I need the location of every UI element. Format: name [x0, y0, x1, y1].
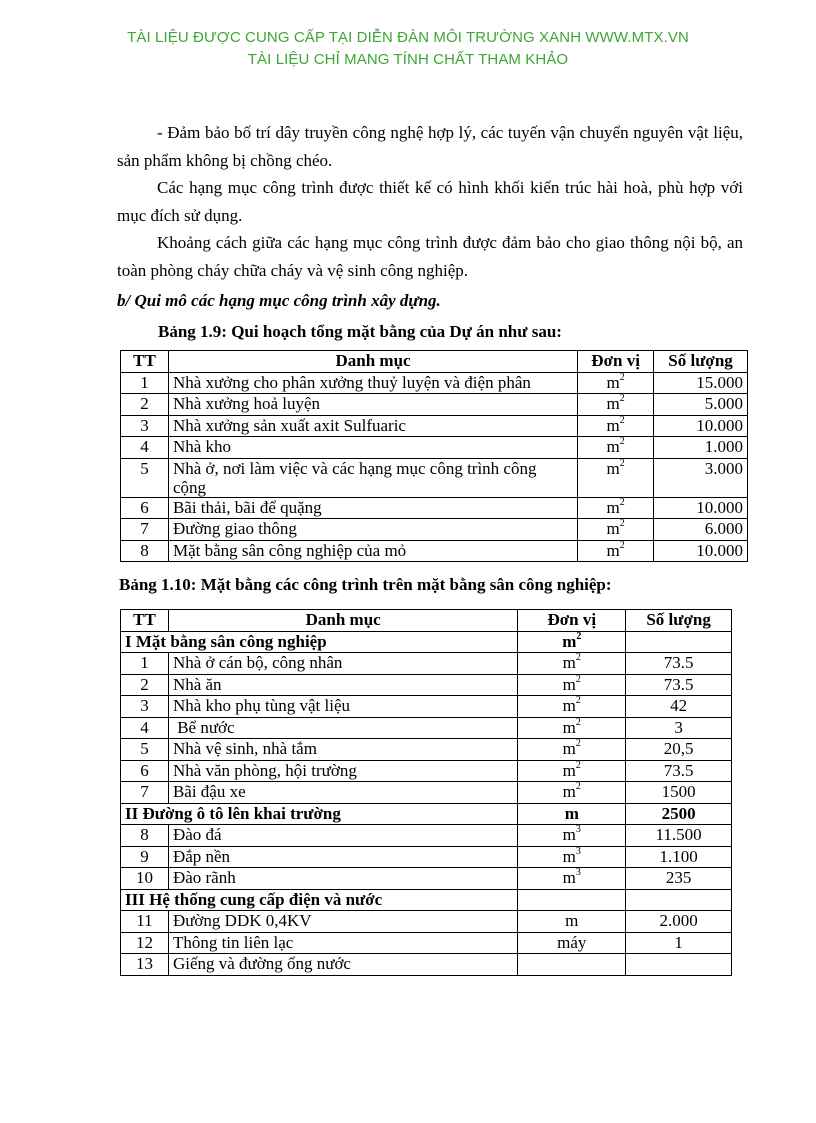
unit-cell: [578, 458, 654, 497]
unit-cell: [518, 803, 626, 825]
section-title: II Đường ô tô lên khai trường: [121, 803, 518, 825]
unit-text: m: [562, 825, 576, 844]
unit-cell: [578, 497, 654, 519]
unit-cell: [518, 653, 626, 675]
unit-text: m: [606, 437, 620, 456]
qty-cell: 5.000: [654, 394, 748, 416]
name-cell: Nhà ở, nơi làm việc và các hạng mục công trình công cộng: [168, 458, 577, 497]
qty-cell: 20,5: [626, 739, 732, 761]
unit-exponent: 2: [619, 457, 625, 469]
unit-cell: [518, 696, 626, 718]
table-site-works: [120, 609, 732, 976]
name-cell: Bãi đậu xe: [168, 782, 517, 804]
qty-cell: 2500: [626, 803, 732, 825]
unit-text: m: [562, 760, 576, 780]
section-row: [121, 889, 732, 911]
section-row: [121, 803, 732, 825]
name-cell: Nhà ở cán bộ, công nhân: [168, 653, 517, 675]
tt-cell: 1: [121, 653, 169, 675]
name-cell: Nhà xưởng hoả luyện: [168, 394, 577, 416]
unit-text: m: [562, 653, 576, 672]
table-row: [121, 717, 732, 739]
unit-text: m: [562, 696, 576, 715]
table-row: [121, 458, 748, 497]
name-cell: Nhà xưởng sản xuất axit Sulfuaric: [168, 415, 577, 437]
qty-cell: 6.000: [654, 519, 748, 541]
unit-text: m: [565, 911, 579, 930]
table-row: [121, 674, 732, 696]
unit-cell: [518, 825, 626, 847]
table1-header-row: [121, 351, 748, 373]
unit-cell: [518, 631, 626, 653]
name-cell: Nhà xưởng cho phân xưởng thuỷ luyện và điện phân: [168, 372, 577, 394]
watermark-header-line2: TÀI LIỆU CHỈ MANG TÍNH CHẤT THAM KHẢO: [247, 51, 569, 68]
unit-cell: [518, 739, 626, 761]
name-cell: Bãi thải, bãi để quặng: [168, 497, 577, 519]
name-cell: Bể nước: [168, 717, 517, 739]
header-qty: Số lượng: [626, 610, 732, 632]
unit-exponent: 3: [575, 824, 581, 836]
header-tt: TT: [121, 351, 169, 373]
tt-cell: 7: [121, 782, 169, 804]
unit-exponent: 2: [575, 781, 581, 793]
name-cell: Đào rãnh: [168, 868, 517, 890]
unit-text: m: [562, 674, 576, 694]
unit-exponent: 2: [619, 414, 625, 426]
tt-cell: 13: [121, 954, 169, 976]
table2-header-row: [121, 610, 732, 632]
section-title: III Hệ thống cung cấp điện và nước: [121, 889, 518, 911]
unit-text: m: [562, 631, 577, 651]
unit-exponent: 2: [619, 496, 625, 508]
table-master-plan: [120, 350, 748, 562]
qty-cell: 42: [626, 696, 732, 718]
header-name: Danh mục: [168, 351, 577, 373]
qty-cell: 73.5: [626, 653, 732, 675]
table2-caption: Bảng 1.10: Mặt bằng các công trình trên mặt bằng sân công nghiệp:: [119, 575, 612, 594]
body-paragraphs: [117, 119, 743, 284]
table-row: [121, 540, 748, 562]
unit-cell: [518, 674, 626, 696]
table-row: [121, 437, 748, 459]
unit-text: m: [606, 540, 620, 560]
unit-cell: [518, 889, 626, 911]
tt-cell: 3: [121, 696, 169, 718]
name-cell: Đường DDK 0,4KV: [168, 911, 517, 933]
name-cell: Nhà ăn: [168, 674, 517, 696]
qty-cell: 11.500: [626, 825, 732, 847]
unit-text: m: [562, 717, 576, 737]
unit-text: m: [562, 846, 576, 866]
unit-exponent: 2: [575, 759, 581, 771]
unit-cell: [518, 954, 626, 976]
unit-text: m: [606, 415, 620, 435]
unit-text: m: [606, 394, 620, 413]
header-name: Danh mục: [168, 610, 517, 632]
table-row: [121, 394, 748, 416]
unit-exponent: 3: [575, 845, 581, 857]
qty-cell: 1: [626, 932, 732, 954]
unit-exponent: 2: [575, 673, 581, 685]
tt-cell: 5: [121, 458, 169, 497]
tt-cell: 12: [121, 932, 169, 954]
unit-exponent: 2: [575, 716, 581, 728]
table2-body: [121, 631, 732, 975]
unit-text: m: [606, 519, 620, 538]
table-row: [121, 372, 748, 394]
unit-exponent: 2: [576, 630, 582, 642]
header-unit: Đơn vị: [578, 351, 654, 373]
unit-cell: [578, 394, 654, 416]
unit-exponent: 2: [619, 393, 625, 405]
table-row: [121, 497, 748, 519]
qty-cell: 10.000: [654, 497, 748, 519]
table-row: [121, 782, 732, 804]
qty-cell: 1500: [626, 782, 732, 804]
tt-cell: 3: [121, 415, 169, 437]
unit-cell: [578, 437, 654, 459]
unit-cell: [518, 846, 626, 868]
unit-text: m: [562, 868, 576, 887]
section-heading: b/ Qui mô các hạng mục công trình xây dựng.: [117, 291, 441, 310]
unit-exponent: 2: [575, 652, 581, 664]
section-title: I Mặt bằng sân công nghiệp: [121, 631, 518, 653]
table-row: [121, 653, 732, 675]
qty-cell: [626, 889, 732, 911]
header-qty: Số lượng: [654, 351, 748, 373]
unit-cell: [578, 540, 654, 562]
unit-exponent: 2: [619, 518, 625, 530]
qty-cell: 15.000: [654, 372, 748, 394]
qty-cell: 1.100: [626, 846, 732, 868]
table-row: [121, 825, 732, 847]
name-cell: Nhà văn phòng, hội trường: [168, 760, 517, 782]
paragraph-2: Các hạng mục công trình được thiết kế có hình khối kiến trúc hài hoà, phù hợp với mục đích sử dụng.: [117, 178, 743, 225]
table-row: [121, 739, 732, 761]
unit-exponent: 2: [619, 539, 625, 551]
qty-cell: 3: [626, 717, 732, 739]
unit-text: m: [606, 497, 620, 517]
name-cell: Nhà vệ sinh, nhà tắm: [168, 739, 517, 761]
header-tt: TT: [121, 610, 169, 632]
name-cell: Đường giao thông: [168, 519, 577, 541]
unit-cell: [518, 782, 626, 804]
qty-cell: 73.5: [626, 674, 732, 696]
paragraph-3: Khoảng cách giữa các hạng mục công trình được đảm bảo cho giao thông nội bộ, an toàn phòng cháy chữa cháy và vệ sinh công nghiệp.: [117, 233, 743, 280]
unit-cell: [578, 519, 654, 541]
qty-cell: 1.000: [654, 437, 748, 459]
table1-body: [121, 372, 748, 562]
unit-exponent: 2: [575, 738, 581, 750]
table-row: [121, 696, 732, 718]
table1-caption: Bảng 1.9: Qui hoạch tổng mặt bằng của Dự án như sau:: [158, 322, 562, 341]
unit-text: m: [606, 372, 620, 392]
unit-cell: [518, 911, 626, 933]
table-row: [121, 932, 732, 954]
table-row: [121, 846, 732, 868]
table-row: [121, 911, 732, 933]
unit-cell: [518, 717, 626, 739]
tt-cell: 11: [121, 911, 169, 933]
tt-cell: 7: [121, 519, 169, 541]
tt-cell: 2: [121, 394, 169, 416]
name-cell: Thông tin liên lạc: [168, 932, 517, 954]
tt-cell: 10: [121, 868, 169, 890]
qty-cell: [626, 954, 732, 976]
name-cell: Đào đá: [168, 825, 517, 847]
unit-exponent: 2: [619, 436, 625, 448]
qty-cell: 10.000: [654, 540, 748, 562]
qty-cell: [626, 631, 732, 653]
tt-cell: 9: [121, 846, 169, 868]
tt-cell: 6: [121, 760, 169, 782]
tt-cell: 8: [121, 825, 169, 847]
unit-cell: [578, 372, 654, 394]
unit-cell: [518, 932, 626, 954]
table-row: [121, 954, 732, 976]
unit-text: m: [562, 782, 576, 801]
tt-cell: 5: [121, 739, 169, 761]
name-cell: Giếng và đường ống nước: [168, 954, 517, 976]
unit-text: m: [564, 803, 579, 823]
qty-cell: 235: [626, 868, 732, 890]
unit-exponent: 2: [619, 371, 625, 383]
qty-cell: 3.000: [654, 458, 748, 497]
name-cell: Nhà kho phụ tùng vật liệu: [168, 696, 517, 718]
watermark-header-line1: TÀI LIỆU ĐƯỢC CUNG CẤP TẠI DIỄN ĐÀN MÔI TRƯỜNG XANH WWW.MTX.VN: [127, 29, 689, 46]
table-row: [121, 760, 732, 782]
table-row: [121, 868, 732, 890]
tt-cell: 4: [121, 717, 169, 739]
table-row: [121, 519, 748, 541]
unit-text: m: [562, 739, 576, 758]
unit-cell: [578, 415, 654, 437]
unit-text: máy: [557, 932, 587, 952]
paragraph-1: - Đảm bảo bố trí dây truyền công nghệ hợp lý, các tuyến vận chuyển nguyên vật liệu, sản phẩm không bị chồng chéo.: [117, 123, 743, 170]
unit-exponent: 3: [575, 867, 581, 879]
name-cell: Nhà kho: [168, 437, 577, 459]
tt-cell: 1: [121, 372, 169, 394]
unit-cell: [518, 868, 626, 890]
qty-cell: 2.000: [626, 911, 732, 933]
unit-exponent: 2: [575, 695, 581, 707]
tt-cell: 8: [121, 540, 169, 562]
tt-cell: 6: [121, 497, 169, 519]
qty-cell: 73.5: [626, 760, 732, 782]
tt-cell: 2: [121, 674, 169, 696]
unit-cell: [518, 760, 626, 782]
qty-cell: 10.000: [654, 415, 748, 437]
name-cell: Mặt bằng sân công nghiệp của mỏ: [168, 540, 577, 562]
section-row: [121, 631, 732, 653]
table-row: [121, 415, 748, 437]
unit-text: m: [606, 458, 620, 478]
header-unit: Đơn vị: [518, 610, 626, 632]
name-cell: Đắp nền: [168, 846, 517, 868]
tt-cell: 4: [121, 437, 169, 459]
